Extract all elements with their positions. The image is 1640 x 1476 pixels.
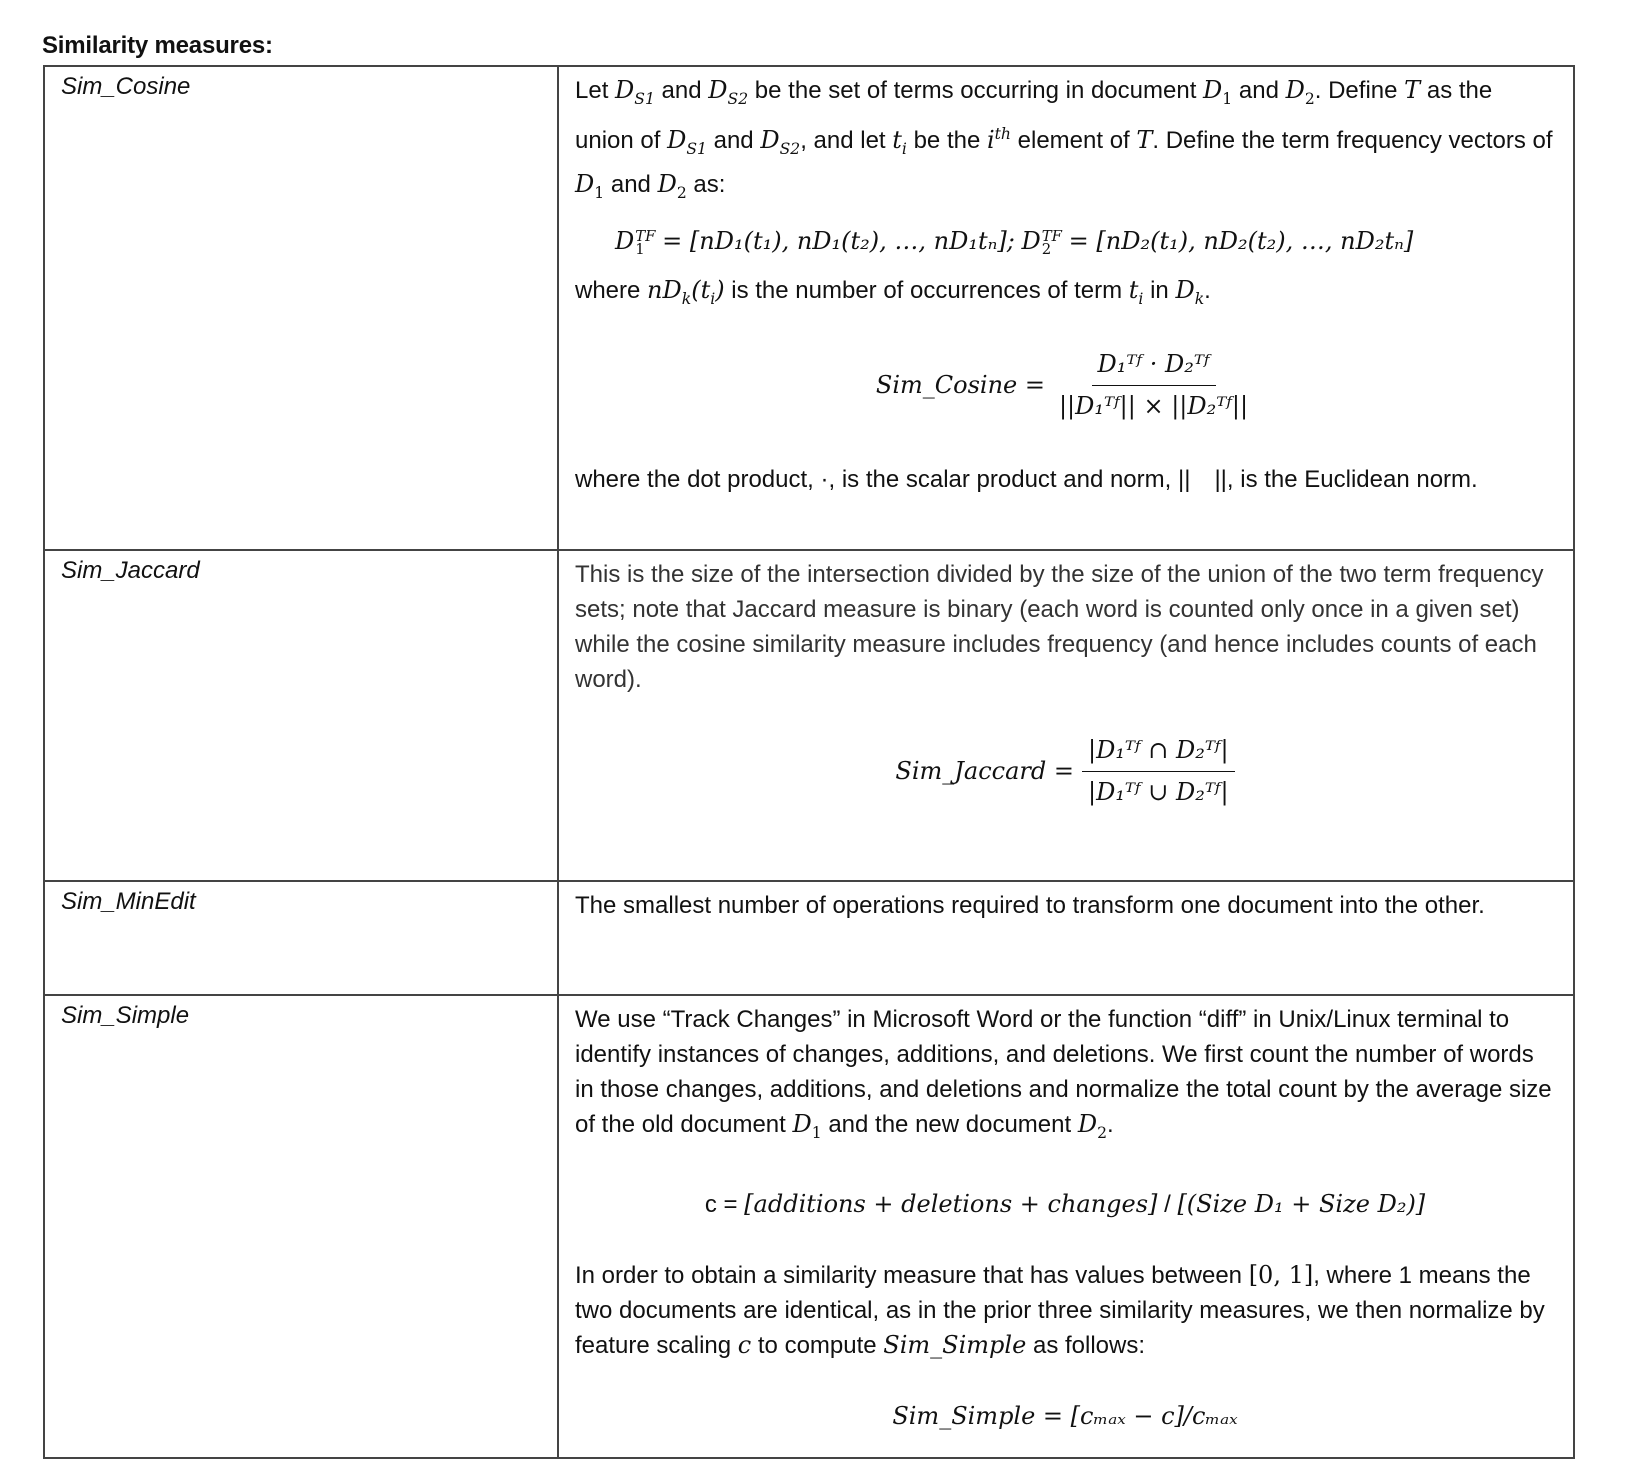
table-row-minedit <box>44 881 1574 995</box>
table-row-jaccard <box>44 550 1574 881</box>
section-title: Similarity measures: <box>42 32 273 59</box>
measure-name: Sim_Jaccard <box>44 550 558 881</box>
table-row-simple <box>44 995 1574 1458</box>
cosine-formula: Sim_Cosine = $\frac{\text{D₁ᵀᶠ · D₂ᵀᶠ}}{\text{||D₁ᵀᶠ|| × ||D₂ᵀᶠ||}}$ <box>575 347 1555 424</box>
table-row-cosine <box>44 66 1574 550</box>
measure-description <box>558 881 1574 995</box>
normalization-explanation: In order to obtain a similarity measure that has values between [0, 1], where 1 means the two documents are identical, as in the prior three similarity measures, we then normalize by feature scaling c to compute Sim_Simple as follows: <box>575 1260 1545 1359</box>
simple-definition: We use “Track Changes” in Microsoft Word or the function “diff” in Unix/Linux terminal to identify instances of changes, additions, and deletions. We first count the number of words in those changes, additions, and deletions and normalize the total count by the average size of the old document $D_1$ and the new document $D_2$. <box>575 1006 1552 1142</box>
measure-description <box>558 66 1574 550</box>
occurrence-definition: where $nD_k(t_i)$ is the number of occurrences of term $t_i$ in $D_k$. <box>575 276 1211 309</box>
simple-formula: Sim_Simple = [cₘₐₓ − c]/cₘₐₓ <box>892 1401 1238 1430</box>
measure-name: Sim_MinEdit <box>44 881 558 995</box>
minedit-definition: The smallest number of operations required to transform one document into the other. <box>575 892 1485 919</box>
tf-vector-equation: D TF 1 = [nD₁(t₁), nD₁(t₂), …, nD₁tₙ]; D TF 2 = [nD₂(t₁), nD₂(t₂), …, nD₂tₙ] <box>615 226 1414 259</box>
measure-name: Sim_Simple <box>44 995 558 1458</box>
jaccard-definition: This is the size of the intersection divided by the size of the union of the two term frequency sets; note that Jaccard measure is binary (each word is counted only once in a given set) while the cosine similarity measure includes frequency (and hence includes counts of each word). <box>575 561 1544 693</box>
measure-name: Sim_Cosine <box>44 66 558 550</box>
similarity-measures-table <box>43 65 1575 1459</box>
cosine-definition: Let $D_{S1}$ and $D_{S2}$ be the set of terms occurring in document $D_1$ and $D_2$. Define T as the union of $D_{S1}$ and $D_{S2}$, and let $t_i$ be the $i^{th}$ element of T. Define the term frequency vectors of $D_1$ and $D_2$ as: <box>575 76 1553 202</box>
c-equation: c = [additions + deletions + changes] / [(Size D₁ + Size D₂)] <box>704 1189 1426 1218</box>
jaccard-formula: Sim_Jaccard = $\frac{\text{|D₁ᵀᶠ ∩ D₂ᵀᶠ|}}{\text{|D₁ᵀᶠ ∪ D₂ᵀᶠ|}}$ <box>575 733 1555 810</box>
norm-explanation: where the dot product, ·, is the scalar product and norm, || ||, is the Euclidean norm. <box>575 466 1478 494</box>
measure-description <box>558 995 1574 1458</box>
measure-description <box>558 550 1574 881</box>
